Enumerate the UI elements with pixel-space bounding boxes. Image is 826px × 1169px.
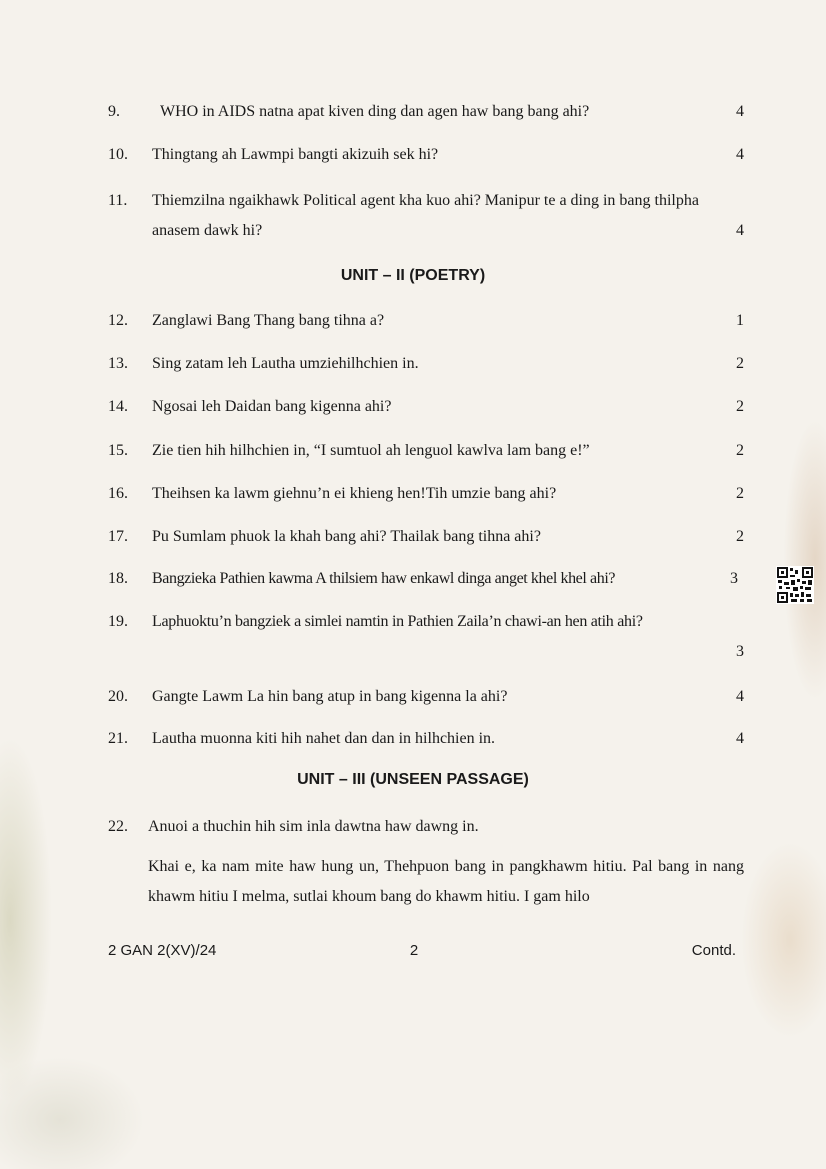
question-number: 14. [108, 398, 128, 415]
question-number: 13. [108, 355, 128, 372]
question-text: Thiemzilna ngaikhawk Political agent kha kuo ahi? Manipur te a ding in bang thilpha anasem dawk hi? [152, 192, 699, 239]
question-19 [108, 607, 744, 667]
question-text: WHO in AIDS natna apat kiven ding dan agen haw bang bang ahi? [160, 103, 590, 120]
question-marks: 1 [736, 312, 744, 329]
question-number: 9. [108, 103, 120, 120]
question-text: Zanglawi Bang Thang bang tihna a? [152, 312, 385, 329]
question-marks: 4 [736, 688, 744, 705]
question-number: 10. [108, 146, 128, 163]
question-text: Theihsen ka lawm giehnu’n ei khieng hen!Tih umzie bang ahi? [152, 485, 557, 502]
question-marks: 4 [736, 730, 744, 747]
question-text: Gangte Lawm La hin bang atup in bang kigenna la ahi? [152, 688, 508, 705]
question-marks: 2 [736, 442, 744, 459]
question-number: 19. [108, 613, 128, 630]
question-number: 15. [108, 442, 128, 459]
question-marks: 2 [736, 528, 744, 545]
page-number: 2 [409, 942, 419, 959]
question-marks: 2 [736, 355, 744, 372]
question-text: Zie tien hih hilhchien in, “I sumtuol ah lenguol kawlva lam bang e!” [152, 442, 590, 459]
question-text: Sing zatam leh Lautha umziehilhchien in. [152, 355, 419, 372]
unit-3-heading: UNIT – III (UNSEEN PASSAGE) [297, 771, 529, 788]
question-text: Thingtang ah Lawmpi bangti akizuih sek hi? [152, 146, 439, 163]
question-text: Anuoi a thuchin hih sim inla dawtna haw dawng in. [148, 818, 479, 835]
continued-label: Contd. [691, 942, 736, 959]
question-marks: 4 [736, 103, 744, 120]
unseen-passage: Khai e, ka nam mite haw hung un, Thehpuon bang in pangkhawm hitiu. Pal bang in nang khawm hitiu I melma, sutlai khoum bang do khawm hitiu. I gam hilo [148, 858, 744, 905]
question-marks: 4 [736, 146, 744, 163]
question-number: 11. [108, 192, 128, 209]
question-marks: 3 [736, 643, 744, 660]
paper-code: 2 GAN 2(XV)/24 [108, 942, 217, 959]
question-text: Pu Sumlam phuok la khah bang ahi? Thailak bang tihna ahi? [152, 528, 541, 545]
question-marks: 2 [736, 485, 744, 502]
question-text: Bangzieka Pathien kawma A thilsiem haw enkawl dinga anget khel khel ahi? [152, 570, 616, 587]
question-number: 16. [108, 485, 128, 502]
question-number: 12. [108, 312, 128, 329]
question-text: Ngosai leh Daidan bang kigenna ahi? [152, 398, 392, 415]
question-marks: 2 [736, 398, 744, 415]
question-number: 17. [108, 528, 128, 545]
question-number: 22. [108, 818, 128, 835]
qr-code-icon [776, 566, 814, 604]
question-text: Laphuoktu’n bangziek a simlei namtin in Pathien Zaila’n chawi-an hen atih ahi? [152, 613, 643, 630]
question-text: Lautha muonna kiti hih nahet dan dan in hilhchien in. [152, 730, 496, 747]
question-number: 21. [108, 730, 128, 747]
question-marks: 3 [730, 570, 738, 587]
question-number: 20. [108, 688, 128, 705]
question-number: 18. [108, 570, 128, 587]
question-11 [108, 186, 744, 246]
question-marks: 4 [736, 222, 744, 239]
unit-2-heading: UNIT – II (POETRY) [340, 267, 486, 284]
